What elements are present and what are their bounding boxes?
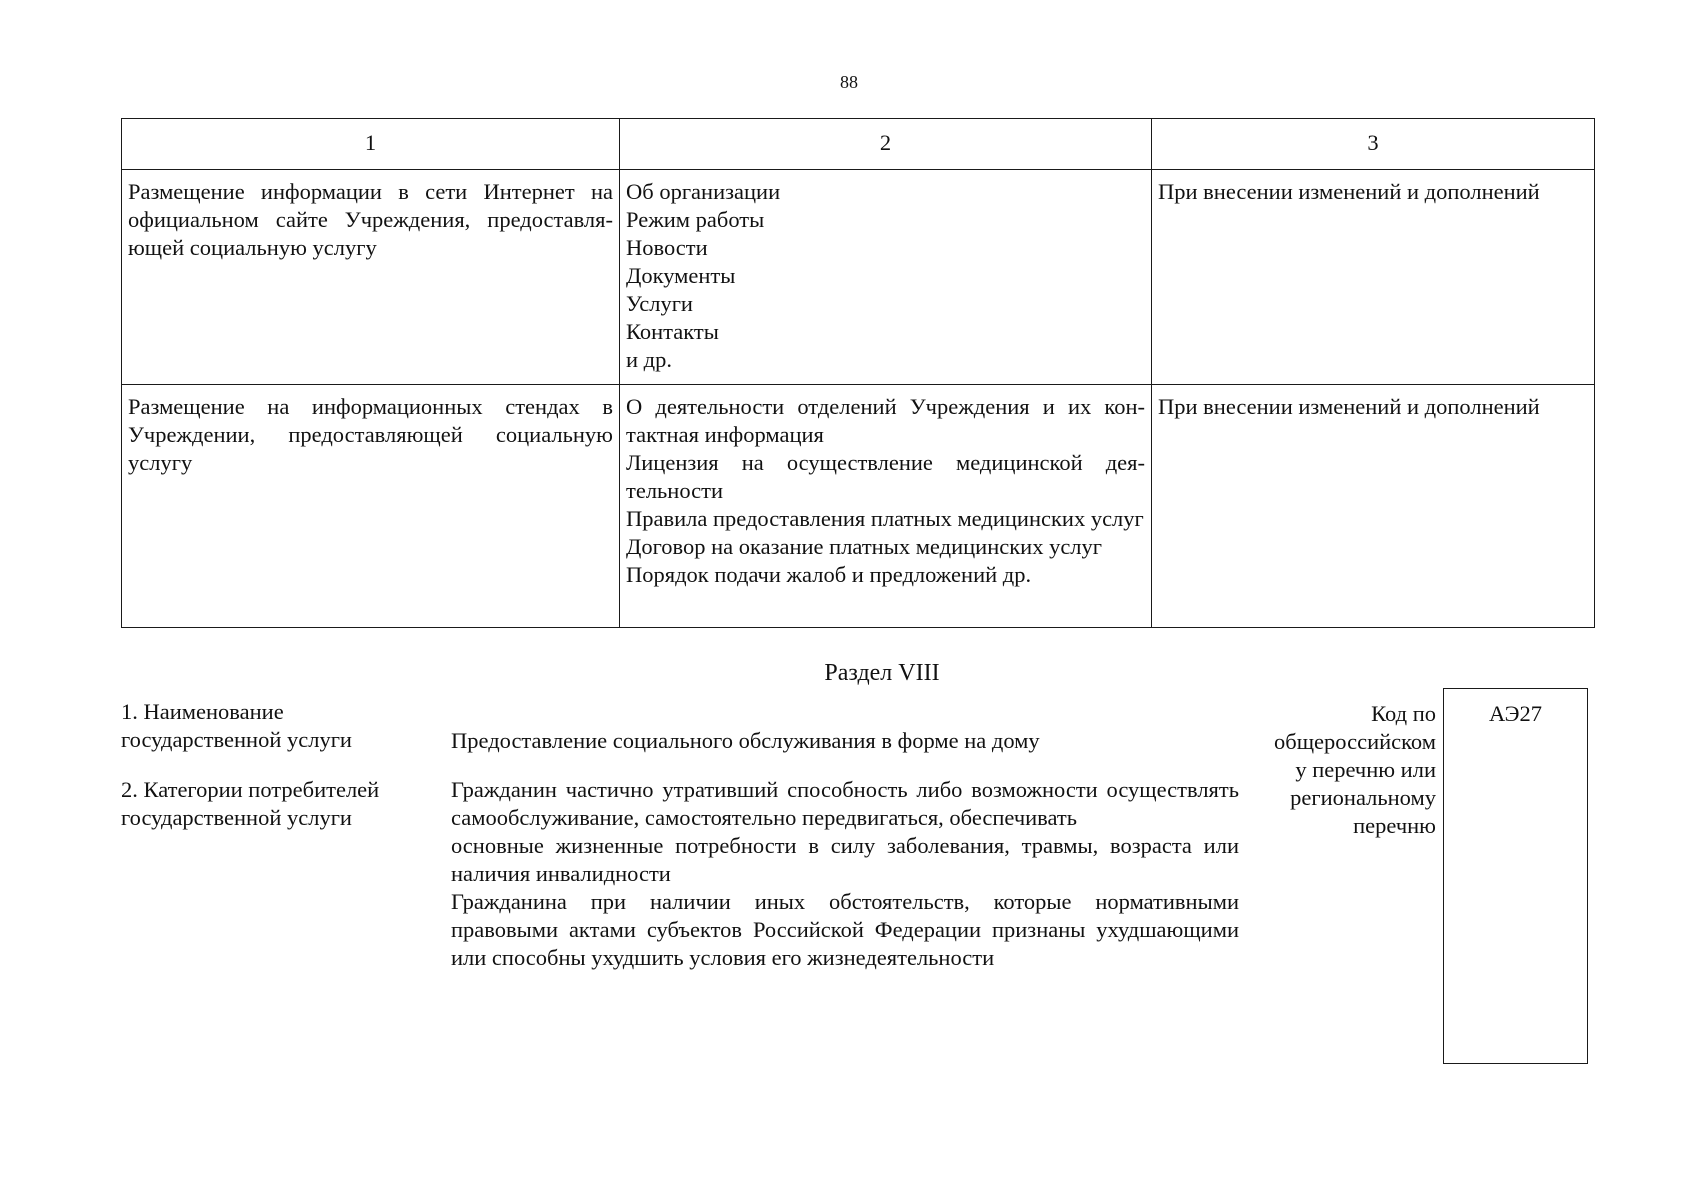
content-line: Документы (626, 263, 736, 288)
content-line: Об организации (626, 179, 781, 204)
table-row (122, 385, 1595, 628)
content-line: Новости (626, 235, 708, 260)
column-header-1: 1 (122, 119, 620, 170)
content-line: Услуги (626, 291, 693, 316)
category-paragraph: основные жизненные потребности в силу заболевания, травмы, возраста или наличия инвалидности (451, 833, 1239, 886)
table-cell-method: Размещение информации в сети Интернет на официальном сайте Учреждения, предоставля-ющей социальную услугу (122, 170, 620, 385)
section-title: Раздел VIII (824, 660, 940, 686)
column-header-2: 2 (620, 119, 1152, 170)
table-cell-frequency: При внесении изменений и дополнений (1152, 170, 1595, 385)
category-paragraph: Гражданина при наличии иных обстоятельств, которые нормативными правовыми актами субъектов Российской Федерации признаны ухудшающими или способны ухудшить условия его жизнедеятельности (451, 889, 1239, 970)
page-number: 88 (840, 72, 858, 92)
service-name-value: Предоставление социального обслуживания в форме на дому (451, 728, 1040, 753)
content-line: Порядок подачи жалоб и предложений др. (626, 562, 1032, 587)
content-line: Режим работы (626, 207, 765, 232)
category-paragraph: Гражданин частично утративший способность либо возможности осуществлять самообслуживание, самостоятельно передвигаться, обеспечивать (451, 777, 1239, 830)
registry-code-box (1443, 688, 1588, 1064)
content-line: и др. (626, 347, 672, 372)
column-header-3: 3 (1152, 119, 1595, 170)
registry-code-value: АЭ27 (1488, 701, 1543, 726)
table-header-row (122, 119, 1595, 170)
info-table (121, 118, 1595, 628)
content-line: Правила предоставления платных медицинских услуг (626, 506, 1144, 531)
content-line: Лицензия на осуществление медицинской дея-тельности (626, 450, 1145, 503)
table-cell-method: Размещение на информационных стендах в Учреждении, предоставляющей социальную услугу (122, 385, 620, 628)
content-line: О деятельности отделений Учреждения и их кон-тактная информация (626, 394, 1145, 447)
table-cell-content (620, 170, 1152, 385)
table-cell-content (620, 385, 1152, 628)
content-line: Договор на оказание платных медицинских услуг (626, 534, 1103, 559)
table-row (122, 170, 1595, 385)
table-cell-frequency: При внесении изменений и дополнений (1152, 385, 1595, 628)
content-line: Контакты (626, 319, 719, 344)
consumer-categories-value (451, 776, 1239, 972)
registry-code-label: Код по общероссийском у перечню или региональному перечню (1274, 701, 1436, 838)
service-name-label: 1. Наименование государственной услуги (121, 699, 352, 752)
consumer-categories-label: 2. Категории потребителей государственной услуги (121, 777, 380, 830)
